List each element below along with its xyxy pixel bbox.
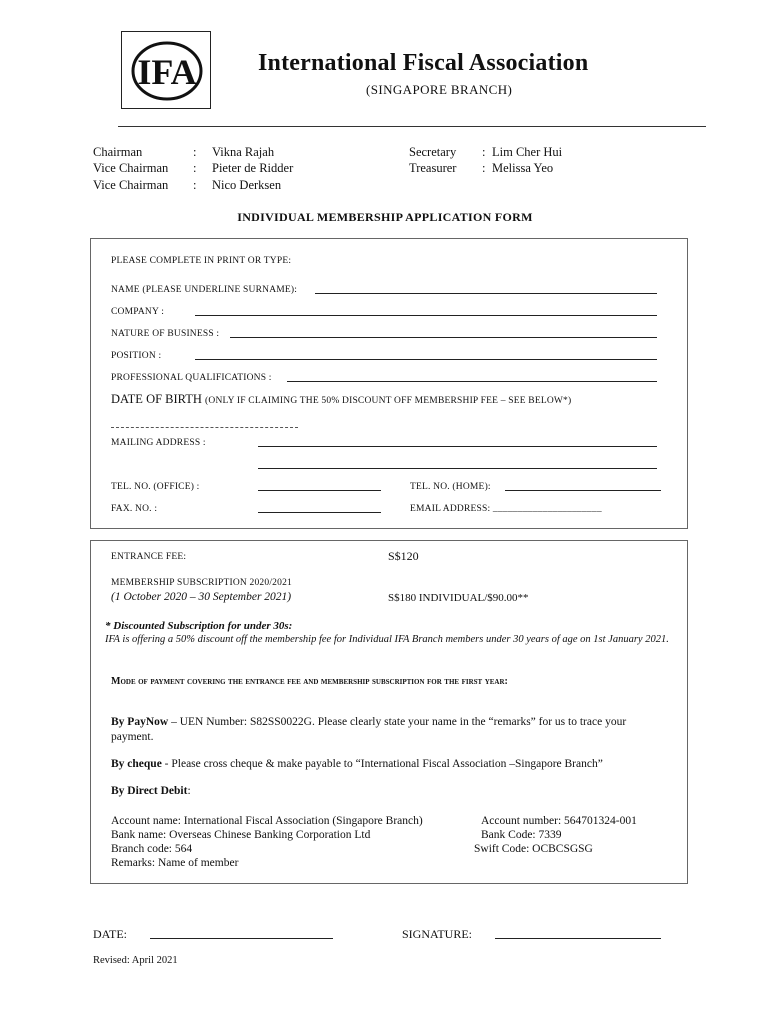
tel-office-field[interactable] <box>258 490 381 491</box>
vice-chairman-name: Pieter de Ridder <box>212 161 294 175</box>
discount-text: IFA is offering a 50% discount off the membership fee for Individual IFA Branch members under 30 years of age on 1st January 2021. <box>105 634 669 645</box>
tel-home-field[interactable] <box>505 490 661 491</box>
header-divider <box>118 126 706 127</box>
subscription-value: S$180 INDIVIDUAL/$90.00** <box>388 592 529 604</box>
revised-date: Revised: April 2021 <box>93 955 178 966</box>
colon: : <box>193 161 197 175</box>
discount-title: * Discounted Subscription for under 30s: <box>105 620 293 632</box>
mailing-address-label: MAILING ADDRESS : <box>111 438 206 448</box>
ifa-logo <box>121 31 211 109</box>
position-label: POSITION : <box>111 351 162 361</box>
tel-home-label: TEL. NO. (HOME): <box>410 482 491 492</box>
instruction: PLEASE COMPLETE IN PRINT OR TYPE: <box>111 256 292 266</box>
paynow-label: By PayNow <box>111 716 169 728</box>
email-label: EMAIL ADDRESS: ______________________ <box>410 504 602 514</box>
org-name: International Fiscal Association <box>258 50 589 76</box>
form-title: INDIVIDUAL MEMBERSHIP APPLICATION FORM <box>237 210 533 224</box>
account-name: Account name: International Fiscal Association (Singapore Branch) <box>111 815 423 827</box>
nature-of-business-field[interactable] <box>230 337 657 338</box>
name-field[interactable] <box>315 293 657 294</box>
bank-name: Bank name: Overseas Chinese Banking Corporation Ltd <box>111 829 371 841</box>
colon: : <box>193 178 197 192</box>
vice-chairman-label: Vice Chairman <box>93 161 169 175</box>
mailing-address-field-2[interactable] <box>258 468 657 469</box>
entrance-fee-value: S$120 <box>388 549 419 563</box>
remarks: Remarks: Name of member <box>111 857 239 869</box>
entrance-fee-label: ENTRANCE FEE: <box>111 552 187 562</box>
treasurer-name: Melissa Yeo <box>492 161 554 175</box>
bank-details-left <box>111 814 423 870</box>
chairman-name: Vikna Rajah <box>212 145 275 159</box>
signature-field[interactable] <box>495 938 661 939</box>
paynow-text: – UEN Number: S82SS0022G. Please clearly state your name in the “remarks” for us to trace your payment. <box>111 716 627 743</box>
subscription-label: MEMBERSHIP SUBSCRIPTION 2020/2021 <box>111 578 292 588</box>
fax-field[interactable] <box>258 512 381 513</box>
tel-office-label: TEL. NO. (OFFICE) : <box>111 482 200 492</box>
vice-chairman-name: Nico Derksen <box>212 178 282 192</box>
mailing-address-field-1[interactable] <box>258 446 657 447</box>
dob-main: DATE OF BIRTH <box>111 392 202 406</box>
nature-of-business-label: NATURE OF BUSINESS : <box>111 329 220 339</box>
chairman-label: Chairman <box>93 145 143 159</box>
position-field[interactable] <box>195 359 657 360</box>
debit-label: By Direct Debit <box>111 785 188 797</box>
vice-chairman-label: Vice Chairman <box>93 178 169 192</box>
colon: : <box>193 145 197 159</box>
secretary-label: Secretary <box>409 145 457 159</box>
company-field[interactable] <box>195 315 657 316</box>
date-of-birth-label <box>111 392 571 407</box>
payment-heading: Mode of payment covering the entrance fee and membership subscription for the first year: <box>111 676 508 687</box>
secretary-name: Lim Cher Hui <box>492 145 563 159</box>
qualifications-label: PROFESSIONAL QUALIFICATIONS : <box>111 373 272 383</box>
date-field[interactable] <box>150 938 333 939</box>
subscription-period: (1 October 2020 – 30 September 2021) <box>111 591 292 603</box>
swift-code: Swift Code: OCBCSGSG <box>474 843 593 855</box>
qualifications-field[interactable] <box>287 381 657 382</box>
ifa-logo-emblem <box>126 40 208 102</box>
account-number: Account number: 564701324-001 <box>481 815 637 827</box>
cheque-label: By cheque <box>111 758 162 770</box>
treasurer-label: Treasurer <box>409 161 457 175</box>
bank-code: Bank Code: 7339 <box>481 829 562 841</box>
bank-details-right <box>474 814 637 856</box>
colon: : <box>482 145 486 159</box>
cheque-text: - Please cross cheque & make payable to “International Fiscal Association –Singapore Branch” <box>164 758 603 770</box>
branch-code: Branch code: 564 <box>111 843 193 855</box>
name-label: NAME (PLEASE UNDERLINE SURNAME): <box>111 285 298 295</box>
signature-label: SIGNATURE: <box>402 927 473 941</box>
paynow-paragraph <box>111 715 671 745</box>
dob-field[interactable] <box>111 427 298 428</box>
logo-text: IFA <box>137 52 197 92</box>
colon: : <box>482 161 486 175</box>
direct-debit-heading: By Direct Debit: <box>111 785 191 797</box>
company-label: COMPANY : <box>111 307 165 317</box>
cheque-paragraph <box>111 758 681 770</box>
dob-note: (ONLY IF CLAIMING THE 50% DISCOUNT OFF MEMBERSHIP FEE – SEE BELOW*) <box>205 396 572 406</box>
branch-name: (SINGAPORE BRANCH) <box>366 82 513 97</box>
date-label: DATE: <box>93 927 127 941</box>
fax-label: FAX. NO. : <box>111 504 158 514</box>
